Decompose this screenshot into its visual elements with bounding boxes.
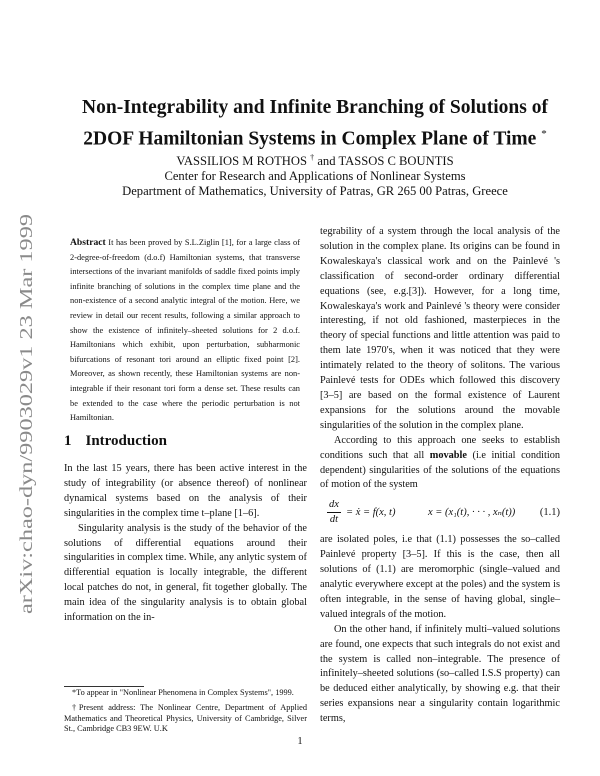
affiliation-2: Department of Mathematics, University of Patras, GR 265 00 Patras, Greece xyxy=(122,184,508,199)
paper-title xyxy=(60,95,570,153)
abstract xyxy=(70,236,300,426)
author-and: and xyxy=(317,154,336,169)
intro-paragraph-2: Singularity analysis is the study of the behavior of the solutions of differential equations around their singularities in complex time. While, any anlytic system of differential equation is locally integrable, the different local patches do not, in general, fit together globally. The main idea of the singularity analysis is to obtain global information on the in- xyxy=(64,522,307,624)
affiliation-1: Center for Research and Applications of Nonlinear Systems xyxy=(164,169,466,184)
section-heading xyxy=(64,433,167,450)
footnote-2: †Present address: The Nonlinear Centre, Department of Applied Mathematics and Theoretical Physics, University of Cambridge, Silver St., Cambridge CB3 9EW. U.K xyxy=(64,702,307,734)
abstract-label: Abstract xyxy=(70,237,106,248)
intro-paragraph-1: In the last 15 years, there has been active interest in the study of integrability (or absence thereof) of nonlinear dynamical systems based on the analysis of their singularities in the complex time t–plane [1–6]. xyxy=(64,463,307,519)
bold-movable: movable xyxy=(429,449,467,461)
footnote-rule xyxy=(64,686,144,687)
arxiv-stamp xyxy=(2,210,42,615)
right-paragraph-4: On the other hand, if infinitely multi–valued solutions are found, one expects that such integrals do not exist and the system is called non–integrable. The presence of infinitely–sheeted solutions (so–called I.S.S property) can be deduced either analytically, by showing e.g. that their series expansions near a singularity contain logarithmic terms, xyxy=(320,623,560,725)
section-number: 1 xyxy=(64,433,72,449)
right-paragraph-3: are isolated poles, i.e that (1.1) possesses the so–called Painlevé property [3–5]. If this is the case, then all solutions of (1.1) are meromorphic (single–valued and analytic everywhere except at the poles) and the system is often integrable, in the sense of having global, single–valued integrals of the motion. xyxy=(320,534,560,620)
equation-vector: x = (x₁(t), · · · , xₙ(t)) xyxy=(428,507,516,519)
title-footnote-mark: * xyxy=(541,128,547,140)
author-2: TASSOS C BOUNTIS xyxy=(338,154,454,169)
title-line-1: Non-Integrability and Infinite Branching of Solutions of xyxy=(82,97,548,118)
section-title: Introduction xyxy=(85,433,167,449)
equation-fraction: dx dt xyxy=(327,499,341,526)
author-1: VASSILIOS M ROTHOS xyxy=(176,154,308,169)
equation-1-1 xyxy=(320,499,560,529)
footnotes xyxy=(64,688,307,739)
equation-rhs: = ẋ = f(x, t) xyxy=(346,507,396,519)
equation-number: (1.1) xyxy=(539,507,560,519)
right-column xyxy=(320,225,560,727)
left-column xyxy=(64,462,307,626)
arxiv-stamp-text: arXiv:chao-dyn/9903029v1 23 Mar 1999 xyxy=(16,325,36,614)
footnote-1: *To appear in "Nonlinear Phenomena in Complex Systems", 1999. xyxy=(72,688,294,697)
author-footnote-mark: † xyxy=(310,153,315,162)
author-names xyxy=(60,150,570,169)
right-paragraph-2: According to this approach one seeks to establish conditions such that all movable (i.e initial condition dependent) singularities of the solutions of the equations of motion of the system xyxy=(320,434,560,491)
author-block xyxy=(60,150,570,199)
right-paragraph-1: tegrability of a system through the local analysis of the solution in the complex plane. Its origins can be found in Kowaleskaya's classical work and on the Painlevé 's classification of second-order ordinary differential equations (see, e.g.[3]). However, for a long time, Kowaleskaya's work and Painlevé 's theory were consider interesting, if not old fashioned, masterpieces in the theory of special functions and little attention was paid to them late 1970's, when it was noticed that they were intimately related to the theory of solitons. The various Painlevé tests for ODEs which followed this discovery [3–5] are based on the formal existence of Laurent expansions for the solutions around the movable singularities of the solution in the complex plane. xyxy=(320,226,560,431)
title-line-2: 2DOF Hamiltonian Systems in Complex Plane of Time * xyxy=(83,128,547,150)
page-number: 1 xyxy=(297,736,303,747)
abstract-text: It has been proved by S.L.Ziglin [1], for a large class of 2-degree-of-freedom (d.o.f) Hamiltonian systems, that transverse intersections of the invariant manifolds of saddle fixed points imply infinite branching of solutions in the complex time plane and the non-existence of a second analytic integral of the motion. Here, we review in detail our recent results, following a similar approach to show the existence of infinitely–sheeted solutions for 2 d.o.f. Hamiltonians which exhibit, upon perturbation, subharmonic bifurcations of resonant tori around an elliptic fixed point [2]. Moreover, as shown recently, these Hamiltonian systems are non-integrable if their resonant tori form a dense set. These results can be extended to the case where the periodic perturbation is not Hamiltonian. xyxy=(70,238,301,423)
